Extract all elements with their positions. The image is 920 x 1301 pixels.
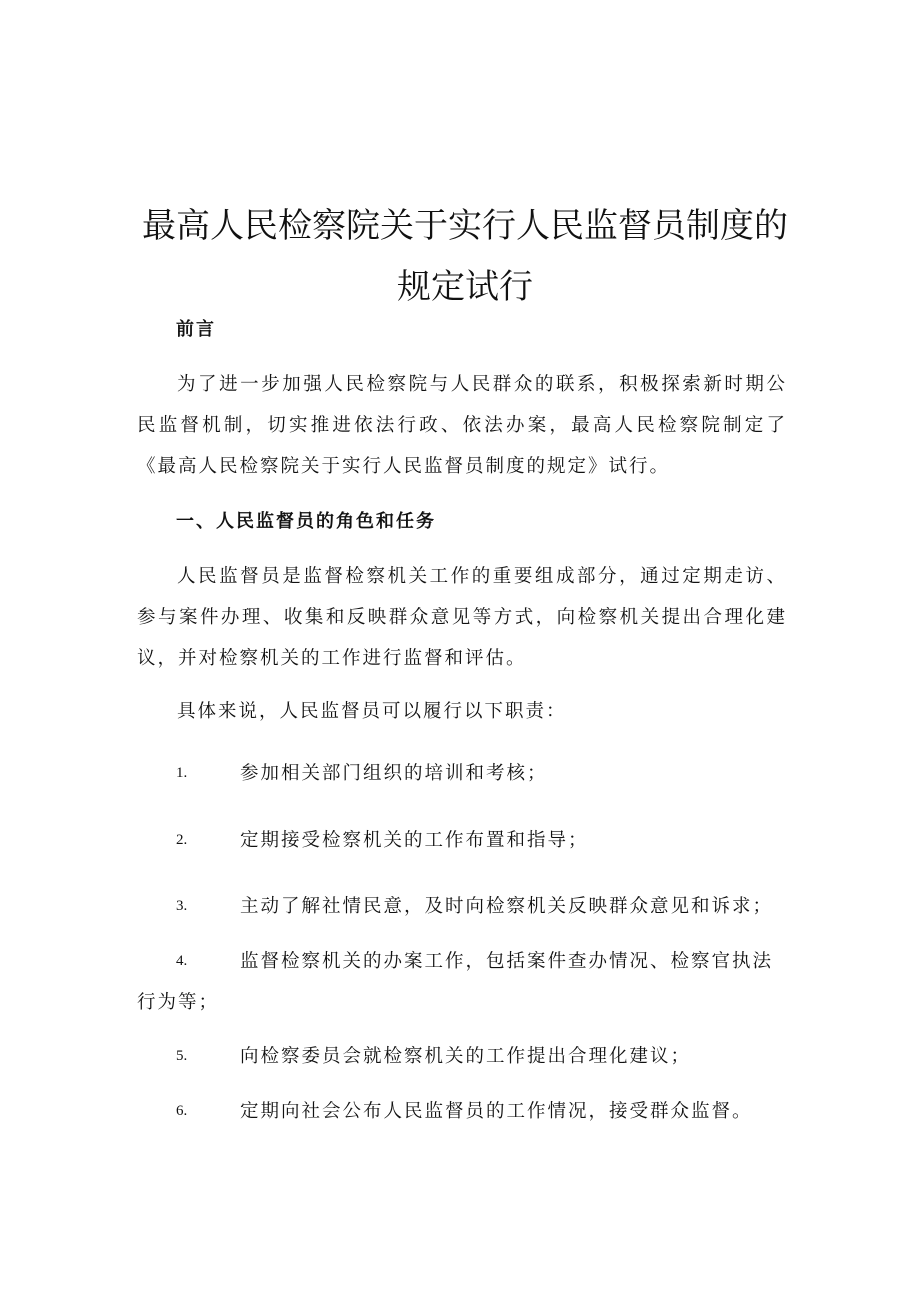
list-item	[137, 820, 787, 861]
list-item	[137, 753, 787, 794]
list-item-number: 2.	[176, 832, 188, 848]
list-item-number: 6.	[176, 1103, 188, 1119]
list-item	[137, 886, 787, 927]
document-title: 最高人民检察院关于实行人民监督员制度的规定试行	[142, 206, 788, 307]
section-1-paragraph-2: 具体来说，人民监督员可以履行以下职责：	[177, 701, 567, 722]
list-item-text: 定期向社会公布人民监督员的工作情况，接受群众监督。	[240, 1101, 753, 1122]
section-1-paragraph-1: 人民监督员是监督检察机关工作的重要组成部分，通过定期走访、参与案件办理、收集和反映群众意见等方式，向检察机关提出合理化建议，并对检察机关的工作进行监督和评估。	[137, 566, 787, 669]
list-item-text: 参加相关部门组织的培训和考核；	[240, 763, 548, 784]
list-item-number: 1.	[176, 765, 188, 781]
list-item-number: 4.	[176, 953, 188, 969]
list-item-text: 定期接受检察机关的工作布置和指导；	[240, 830, 589, 851]
preface-heading: 前言	[176, 319, 216, 340]
list-item-number: 5.	[176, 1048, 188, 1064]
list-item	[137, 1091, 787, 1132]
list-item-text: 监督检察机关的办案工作，包括案件查办情况、检察官执法行为等；	[137, 951, 774, 1013]
list-item-number: 3.	[176, 898, 188, 914]
preface-paragraph: 为了进一步加强人民检察院与人民群众的联系，积极探索新时期公民监督机制，切实推进依法行政、依法办案，最高人民检察院制定了《最高人民检察院关于实行人民监督员制度的规定》试行。	[137, 374, 787, 477]
list-item	[137, 1036, 787, 1077]
list-item-text: 主动了解社情民意，及时向检察机关反映群众意见和诉求；	[240, 896, 774, 917]
list-item	[137, 941, 787, 1023]
section-1-heading: 一、人民监督员的角色和任务	[176, 511, 436, 532]
list-item-text: 向检察委员会就检察机关的工作提出合理化建议；	[240, 1046, 692, 1067]
